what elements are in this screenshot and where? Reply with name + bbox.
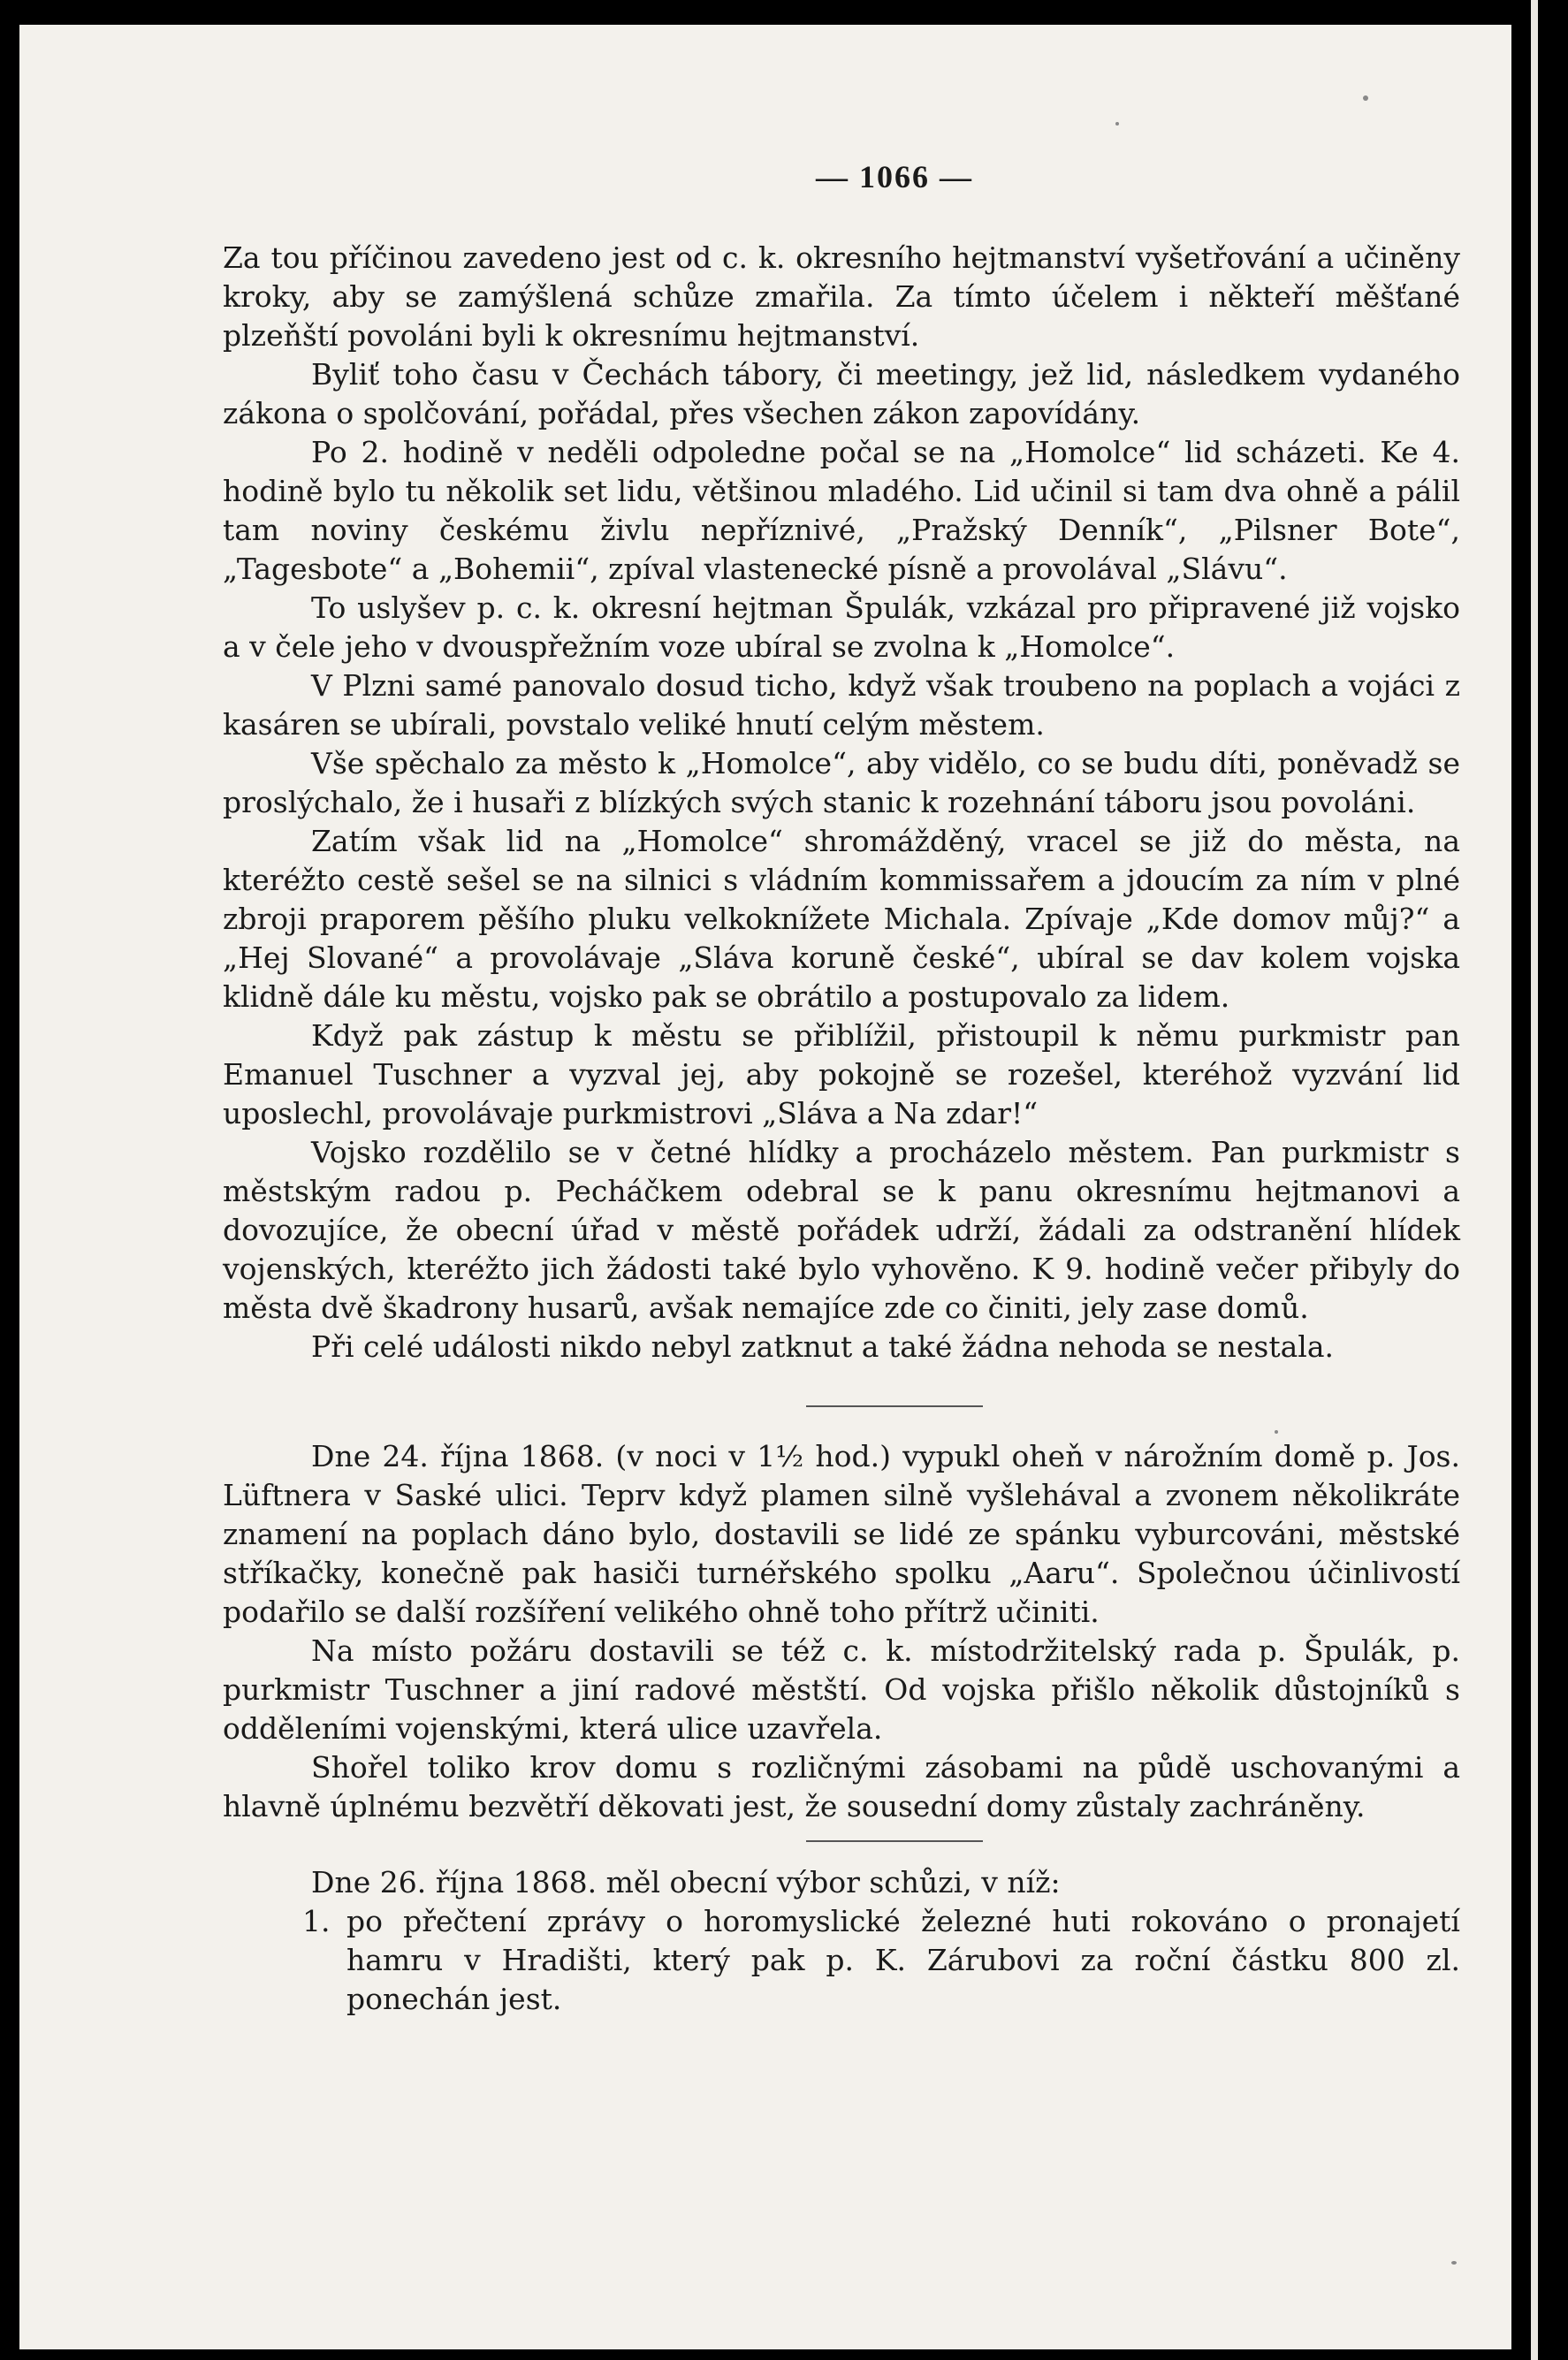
section-fire	[223, 1437, 1460, 1826]
book-edge-line	[1531, 0, 1538, 2360]
section-divider	[806, 1405, 983, 1407]
paragraph: Na místo požáru dostavili se též c. k. místodržitelský rada p. Špulák, p. purkmistr Tuschner a jiní radové městští. Od vojska přišlo několik důstojníků s odděleními vojenskými, která ulice uzavřela.	[223, 1633, 1460, 1746]
paragraph: Vše spěchalo za město k „Homolce“, aby vidělo, co se budu díti, poněvadž se proslýchalo, že i husaři z blízkých svých stanic k rozehnání táboru jsou povoláni.	[223, 746, 1460, 819]
paragraph: To uslyšev p. c. k. okresní hejtman Špulák, vzkázal pro připravené již vojsko a v čele jeho v dvouspřežním voze ubíral se zvolna k „Homolce“.	[223, 590, 1460, 664]
scan-speck	[1115, 122, 1119, 126]
scan-speck	[1363, 95, 1368, 101]
paragraph: Shořel toliko krov domu s rozličnými zásobami na půdě uschovanými a hlavně úplnému bezvětří děkovati jest, že sousední domy zůstaly zachráněny.	[223, 1750, 1460, 1823]
section-council-meeting	[223, 1863, 1460, 2019]
paragraph: Byliť toho času v Čechách tábory, či meetingy, jež lid, následkem vydaného zákona o spolčování, pořádal, přes všechen zákon zapovídány.	[223, 357, 1460, 430]
section-divider	[806, 1840, 983, 1842]
agenda-list	[223, 1902, 1460, 2019]
paragraph: Dne 26. října 1868. měl obecní výbor schůzi, v níž:	[311, 1865, 1061, 1899]
list-item	[223, 1902, 1460, 2019]
paragraph: Za tou příčinou zavedeno jest od c. k. okresního hejtmanství vyšetřování a učiněny kroky, aby se zamýšlená schůze zmařila. Za tímto účelem i někteří měšťané plzeňští povoláni byli k okresnímu hejtmanství.	[223, 240, 1460, 353]
book-edge	[1511, 0, 1568, 2360]
paragraph: Když pak zástup k městu se přiblížil, přistoupil k němu purkmistr pan Emanuel Tuschner a vyzval jej, aby pokojně se rozešel, kteréhož vyzvání lid uposlechl, provolávaje purkmistrovi „Sláva a Na zdar!“	[223, 1018, 1460, 1131]
scan-speck	[1451, 2261, 1457, 2265]
document-page	[223, 157, 1460, 2019]
paragraph: Vojsko rozdělilo se v četné hlídky a procházelo městem. Pan purkmistr s městským radou p. Pecháčkem odebral se k panu okresnímu hejtmanovi a dovozujíce, že obecní úřad v městě pořádek udrží, žádali za odstranění hlídek vojenských, kteréžto jich žádosti také bylo vyhověno. K 9. hodině večer přibyly do města dvě škadrony husarů, avšak nemajíce zde co činiti, jely zase domů.	[223, 1135, 1460, 1325]
scanned-page	[19, 25, 1511, 2349]
paragraph: Při celé události nikdo nebyl zatknut a také žádna nehoda se nestala.	[311, 1329, 1335, 1364]
paragraph: Zatím však lid na „Homolce“ shromážděný, vracel se již do města, na kteréžto cestě sešel se na silnici s vládním kommissařem a jdoucím za ním v plné zbroji praporem pěšího pluku velkoknížete Michala. Zpívaje „Kde domov můj?“ a „Hej Slované“ a provolávaje „Sláva koruně české“, ubíral se dav kolem vojska klidně dále ku městu, vojsko pak se obrátilo a postupovalo za lidem.	[223, 824, 1460, 1014]
list-item-number: 1.	[302, 1904, 331, 1938]
paragraph: Po 2. hodině v neděli odpoledne počal se na „Homolce“ lid scházeti. Ke 4. hodině bylo tu několik set lidu, většinou mladého. Lid učinil si tam dva ohně a pálil tam noviny českému živlu nepříznivé, „Pražský Denník“, „Pilsner Bote“, „Tagesbote“ a „Bohemii“, zpíval vlastenecké písně a provolával „Slávu“.	[223, 435, 1460, 586]
page-number: — 1066 —	[816, 159, 973, 194]
paragraph: Dne 24. října 1868. (v noci v 1½ hod.) vypukl oheň v nárožním domě p. Jos. Lüftnera v Saské ulici. Teprv když plamen silně vyšlehával a zvonem několikráte znamení na poplach dáno bylo, dostavili se lidé ze spánku vyburcováni, městské stříkačky, konečně pak hasiči turnéřského spolku „Aaru“. Společnou účinlivostí podařilo se další rozšíření velikého ohně toho přítrž učiniti.	[223, 1439, 1460, 1629]
paragraph: V Plzni samé panovalo dosud ticho, když však troubeno na poplach a vojáci z kasáren se ubírali, povstalo veliké hnutí celým městem.	[223, 668, 1460, 742]
list-item-text: po přečtení zprávy o horomyslické železné huti rokováno o pronajetí hamru v Hradišti, který pak p. K. Zárubovi za roční částku 800 zl. ponechán jest.	[346, 1904, 1460, 2016]
section-plzen-tabor	[223, 239, 1460, 1367]
